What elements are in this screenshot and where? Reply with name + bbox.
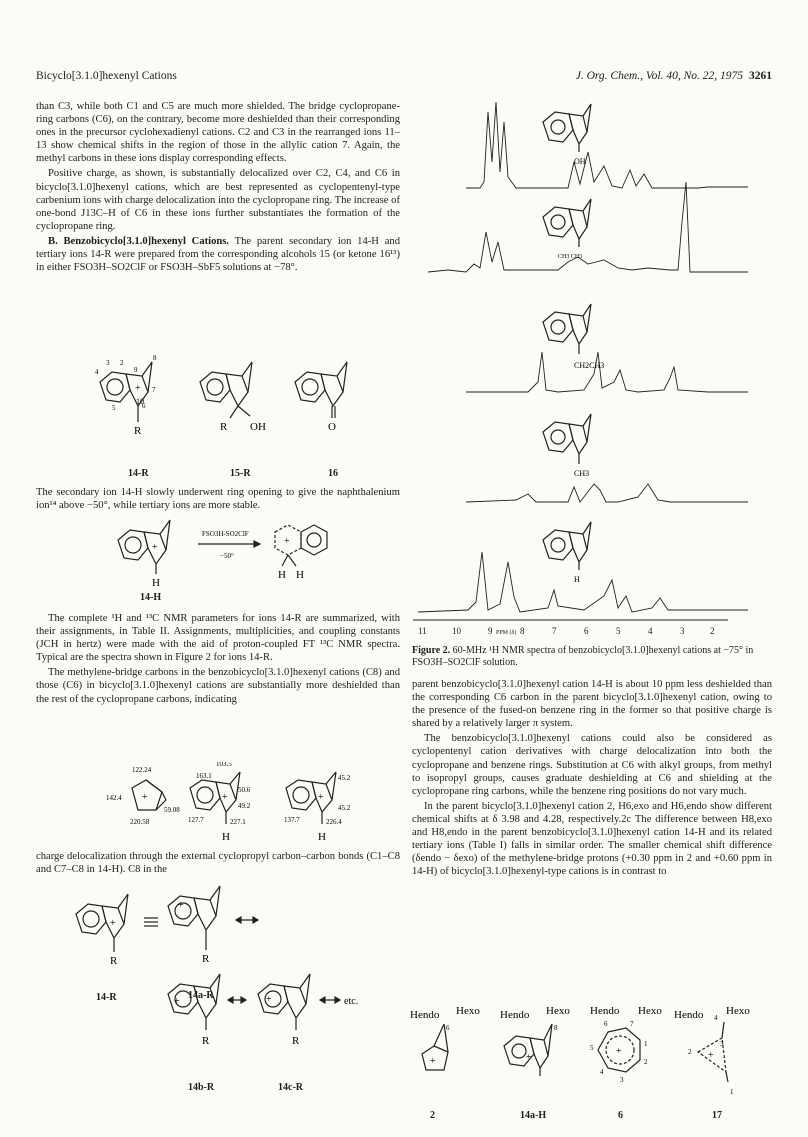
shift-value: 50.6 — [238, 786, 251, 794]
svg-text:+: + — [222, 792, 228, 803]
axis-tick: 10 — [452, 626, 461, 636]
substituent-label: OH — [574, 157, 586, 166]
shift-value: 226.4 — [326, 818, 342, 826]
svg-text:R: R — [220, 421, 228, 433]
compound-label: 16 — [328, 468, 338, 479]
paragraph: charge delocalization through the external cyclopropyl carbon–carbon bonds (C1–C8 and C7–C8 in 14-H). C8 in the — [36, 851, 400, 876]
svg-text:+: + — [110, 918, 116, 929]
paragraph: The methylene-bridge carbons in the benzobicyclo[3.1.0]hexenyl cations (C8) and those (C6) in bicyclo[3.1.0]hexenyl cations are substantially more deshielded than the rest of the cyclopropane carbons, indicating — [36, 667, 400, 705]
paragraph: In the parent bicyclo[3.1.0]hexenyl cation 2, H6,exo and H6,endo show different chemical shifts at δ 3.98 and 4.28, respectively.2c The difference between H8,exo and H8,endo in the parent benzobicyclo[3.1.0]hexenyl cation 14-H and its related tertiary ions (Table I) falls in similar order. The smaller chemical shift difference (δendo − δexo) of the methylene-bridge protons (+0.30 ppm in 2 and +0.60 ppm in 14-H) of bicyclo[3.1.0]hexenyl-type cations is in contrast to — [412, 800, 772, 878]
compound-label: 14a-H — [520, 1110, 547, 1121]
svg-text:+: + — [178, 900, 184, 911]
compound-label: 14-H — [140, 592, 162, 603]
spectrum-trace-oh — [466, 102, 748, 188]
svg-text:5: 5 — [112, 404, 116, 412]
svg-text:+: + — [284, 536, 290, 547]
svg-text:7: 7 — [152, 386, 156, 394]
shift-value: 45.2 — [338, 774, 351, 782]
svg-text:H: H — [278, 569, 286, 581]
svg-text:2: 2 — [644, 1058, 648, 1066]
svg-text:+: + — [135, 383, 141, 394]
nmr-spectra-figure — [408, 92, 776, 644]
axis-tick: 6 — [584, 626, 589, 636]
shift-value: 45.2 — [338, 804, 351, 812]
svg-text:7: 7 — [630, 1020, 634, 1028]
temperature-label: −50° — [220, 552, 234, 560]
svg-text:1: 1 — [644, 1040, 648, 1048]
proton-label: Hendo — [674, 1009, 704, 1021]
carbon-13-shift-structures — [70, 762, 370, 848]
svg-text:5: 5 — [590, 1044, 594, 1052]
svg-text:6: 6 — [142, 402, 146, 410]
paragraph: Positive charge, as shown, is substantially delocalized over C2, C4, and C6 in bicyclo[3.1.0]hexenyl cations, which are best represented as cyclopentenyl-type carbenium ions with charge delocalization into the cyclopropane ring. The increase of one-bond J13C–H of C6 in these ions further substantiates the formation of the cyclopropane ring. — [36, 168, 400, 232]
svg-text:+: + — [174, 996, 180, 1007]
left-text-block-2 — [36, 486, 400, 514]
right-text-block — [412, 678, 772, 880]
compound-label: 14c-R — [278, 1082, 303, 1093]
spectrum-trace-ethyl — [466, 352, 748, 392]
compound-label: 17 — [712, 1110, 722, 1121]
svg-text:+: + — [152, 542, 158, 553]
shift-value: 103.5 — [216, 762, 232, 768]
substituent-label: CH3 — [574, 469, 590, 478]
proton-label: Hexo — [546, 1005, 570, 1017]
axis-tick: 7 — [552, 626, 557, 636]
shift-value: 227.1 — [230, 818, 246, 826]
svg-text:+: + — [142, 792, 148, 803]
svg-text:3: 3 — [720, 1040, 724, 1048]
svg-text:etc.: etc. — [344, 996, 359, 1007]
axis-label: PPM (δ) — [496, 630, 517, 636]
svg-text:3: 3 — [620, 1076, 624, 1084]
shift-value: 59.08 — [164, 806, 180, 814]
left-text-block-1 — [36, 100, 400, 276]
svg-text:9: 9 — [134, 366, 138, 374]
svg-text:R: R — [292, 1035, 300, 1047]
svg-text:3: 3 — [106, 359, 110, 367]
svg-text:8: 8 — [554, 1024, 558, 1032]
spectrum-trace-parent — [418, 552, 748, 612]
shift-value: 142.4 — [106, 794, 122, 802]
figure-caption: Figure 2. 60-MHz ¹H NMR spectra of benzobicyclo[3.1.0]hexenyl cations at −75° in FSO3H–SO2ClF solution. — [412, 645, 754, 668]
axis-tick: 3 — [680, 626, 685, 636]
svg-text:H: H — [222, 831, 230, 843]
compound-label: 2 — [430, 1110, 435, 1121]
shift-value: 122.24 — [132, 766, 152, 774]
paragraph: The secondary ion 14-H slowly underwent ring opening to give the naphthalenium ion¹⁴ above −50°, while tertiary ions are more stable. — [36, 487, 400, 512]
substituent-label: H — [574, 575, 580, 584]
compound-label: 14-R — [96, 992, 117, 1003]
shift-value: 220.58 — [130, 818, 150, 826]
compound-label: 6 — [618, 1110, 623, 1121]
spectrum-trace-dimethyl — [428, 182, 748, 272]
axis-tick: 2 — [710, 626, 715, 636]
substituent-label: CH3 CH3 — [558, 254, 583, 260]
page-number: 3261 — [749, 70, 772, 82]
paragraph: The benzobicyclo[3.1.0]hexenyl cations could also be considered as cyclopentenyl cation derivatives with charge delocalization into both the cyclopropane and benzene rings. Substitution at C6 with alkyl groups, from methyl to isopropyl groups, causes graduate deshielding at C6 and shielding at the cyclopropane ring carbons, while the benzene ring positions do not vary much. — [412, 733, 772, 797]
axis-tick: 8 — [520, 626, 525, 636]
compound-label: 14a-R — [188, 990, 214, 1001]
shift-value: 49.2 — [238, 802, 251, 810]
svg-text:2: 2 — [688, 1048, 692, 1056]
shift-value: 163.1 — [196, 772, 212, 780]
resonance-structures — [70, 884, 370, 1064]
proton-label: Hendo — [500, 1009, 530, 1021]
proton-label: Hendo — [590, 1005, 620, 1017]
svg-text:+: + — [708, 1050, 714, 1061]
running-header: Bicyclo[3.1.0]hexenyl Cations — [36, 70, 177, 82]
shift-value: 137.7 — [284, 816, 300, 824]
structures-14R-15R-16 — [90, 352, 360, 452]
svg-text:2: 2 — [120, 359, 124, 367]
svg-text:+: + — [318, 792, 324, 803]
axis-tick: 4 — [648, 626, 653, 636]
svg-text:R: R — [202, 1035, 210, 1047]
axis-tick: 9 — [488, 626, 493, 636]
proton-label: Hexo — [726, 1005, 750, 1017]
svg-text:4: 4 — [600, 1068, 604, 1076]
svg-text:1: 1 — [730, 1088, 734, 1096]
svg-text:4: 4 — [95, 368, 99, 376]
svg-text:R: R — [134, 425, 142, 437]
shift-value: 127.7 — [188, 816, 204, 824]
paragraph: The complete ¹H and ¹³C NMR parameters for ions 14-R are summarized, with their assignments, in Table II. Assignments, multiplicities, and coupling constants (JCH in hertz) were made with the aid of proton-coupled FT ¹³C NMR spectra. Typical are the spectra shown in Figure 2 for ions 14-R. — [36, 613, 400, 664]
svg-text:H: H — [152, 577, 160, 589]
compound-label: 14b-R — [188, 1082, 215, 1093]
journal-citation: J. Org. Chem., Vol. 40, No. 22, 1975 3261 — [575, 70, 772, 82]
atom-number: 10 — [136, 397, 144, 406]
svg-text:R: R — [202, 953, 210, 965]
svg-text:H: H — [296, 569, 304, 581]
svg-text:O: O — [328, 421, 336, 433]
svg-text:+: + — [430, 1056, 436, 1067]
paragraph: parent benzobicyclo[3.1.0]hexenyl cation 14-H is about 10 ppm less deshielded than the corresponding C6 carbon in the parent bicyclo[3.1.0]hexenyl cation, owing to the presence of the fused-on benzene ring in the former so that positive charge is shared by a relatively larger π system. — [412, 679, 772, 730]
svg-text:H: H — [318, 831, 326, 843]
axis-tick: 11 — [418, 626, 427, 636]
left-text-block-4 — [36, 850, 400, 878]
svg-text:6: 6 — [604, 1020, 608, 1028]
svg-text:+: + — [526, 1052, 532, 1063]
compound-label: 15-R — [230, 468, 251, 479]
paragraph: B. Benzobicyclo[3.1.0]hexenyl Cations. The parent secondary ion 14-H and tertiary ions 14-R were prepared from the corresponding alcohols 15 (or ketone 16¹³) in either FSO3H–SO2ClF or FSO3H–SbF5 solutions at −78°. — [36, 235, 400, 274]
svg-text:4: 4 — [714, 1014, 718, 1022]
svg-text:+: + — [266, 994, 272, 1005]
spectrum-trace-methyl — [466, 484, 748, 502]
svg-text:8: 8 — [153, 354, 157, 362]
proton-label: Hendo — [410, 1009, 440, 1021]
svg-text:6: 6 — [446, 1024, 450, 1032]
paragraph: than C3, while both C1 and C5 are much more shielded. The bridge cyclopropane-ring carbons (C6), on the contrary, become more deshielded than their corresponding ones in the precursor cyclohexadienyl cations. C2 and C3 in the rearranged ions 11–13 show chemical shifts in the region of those in the allylic cation 7. Again, the methyl carbons in these ions display corresponding effects. — [36, 101, 400, 165]
reagent-label: FSO3H-SO2ClF — [202, 530, 249, 538]
svg-text:R: R — [110, 955, 118, 967]
substituent-label: CH2CH3 — [574, 361, 605, 370]
axis-tick: 5 — [616, 626, 621, 636]
compound-label: 14-R — [128, 468, 149, 479]
proton-label: Hexo — [456, 1005, 480, 1017]
bottom-structures — [408, 1002, 776, 1102]
ring-opening-reaction — [110, 518, 360, 590]
svg-text:OH: OH — [250, 421, 266, 433]
left-text-block-3 — [36, 612, 400, 708]
proton-label: Hexo — [638, 1005, 662, 1017]
svg-text:+: + — [616, 1046, 622, 1057]
